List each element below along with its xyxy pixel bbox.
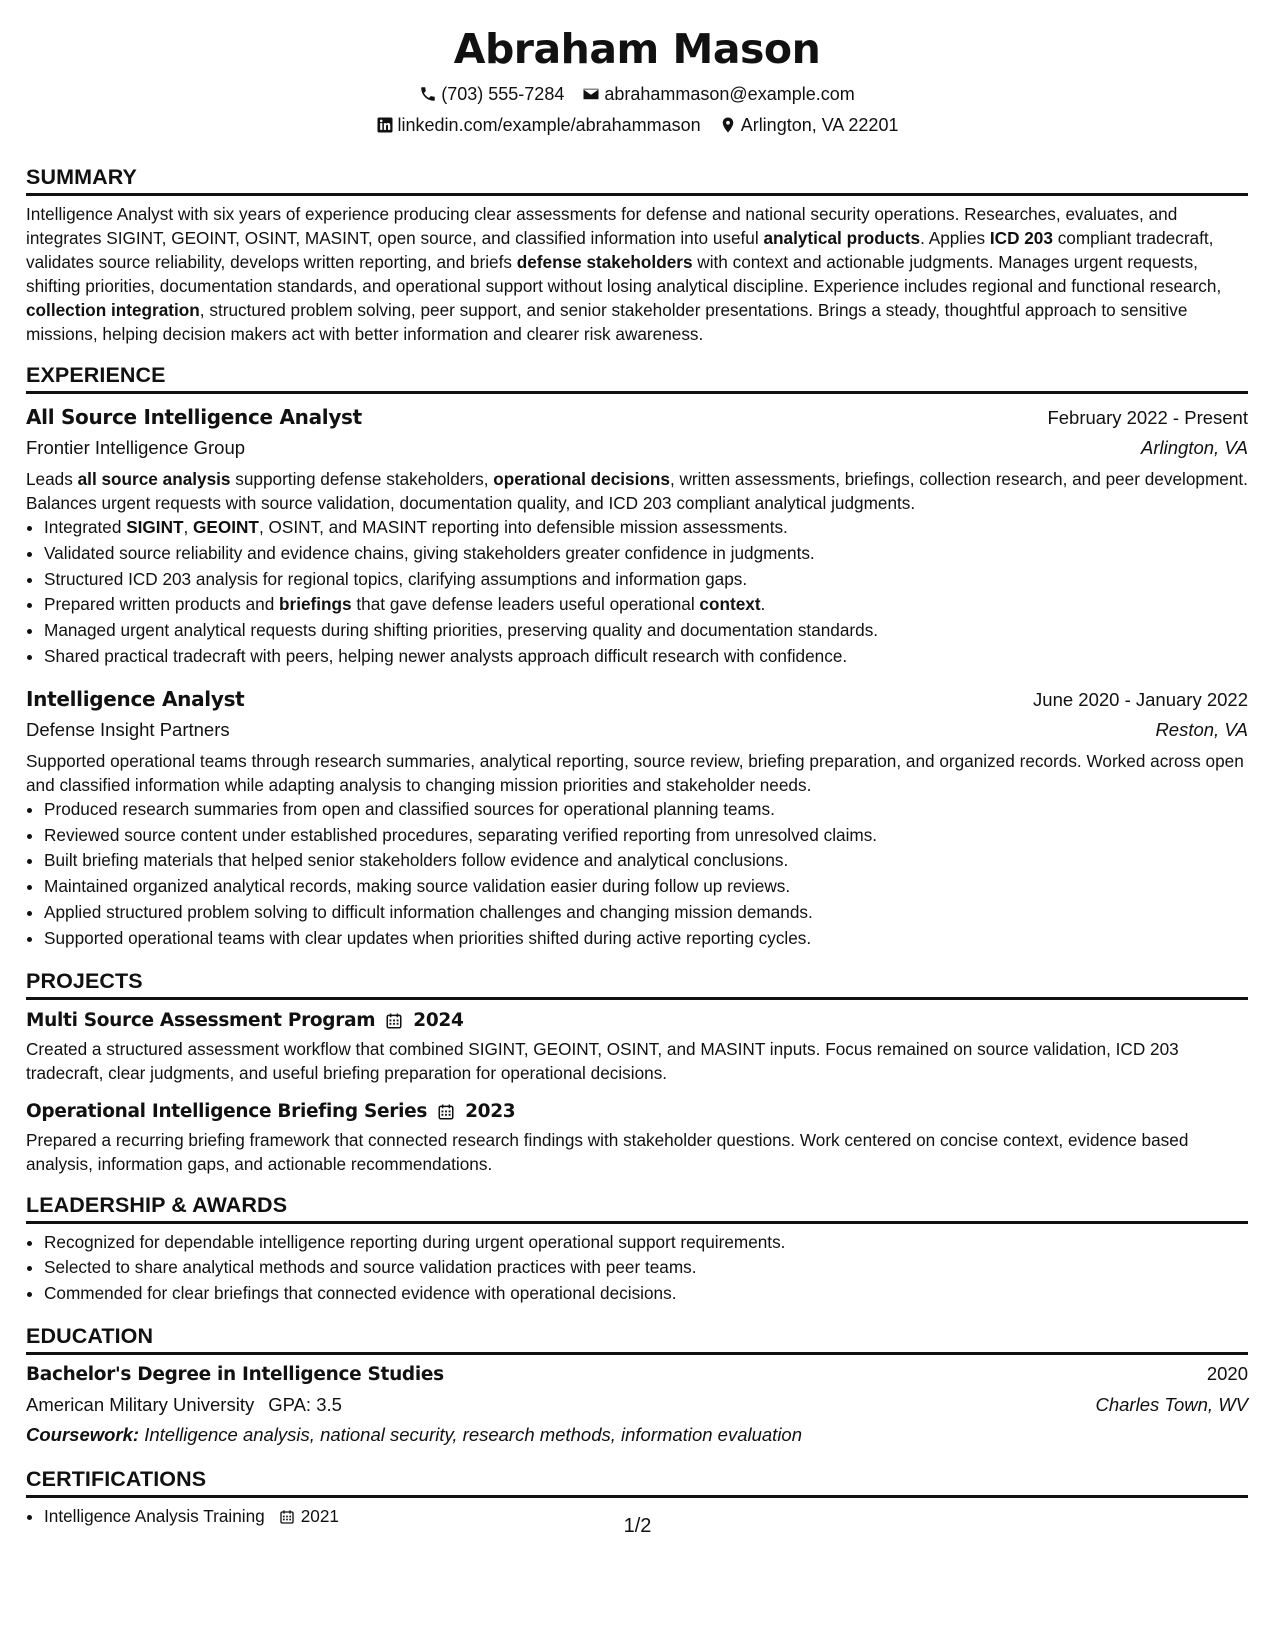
summary-bold-part: defense stakeholders xyxy=(516,252,693,272)
project-description: Created a structured assessment workflow that combined SIGINT, GEOINT, OSINT, and MASINT inputs. Focus remained on source validation, ICD 203 tradecraft, clear judgments, and useful briefing preparation for operational decisions. xyxy=(26,1038,1179,1083)
school-name: American Military University xyxy=(26,1393,255,1415)
list-item: • Maintained organized analytical records, making source validation easier during follow up reviews. xyxy=(44,874,1248,900)
list-item: • Managed urgent analytical requests during shifting priorities, preserving quality and documentation standards. xyxy=(44,618,1248,644)
job-dates: June 2020 - January 2022 xyxy=(1033,688,1248,710)
experience-section xyxy=(26,362,1248,952)
location-text: Arlington, VA 22201 xyxy=(740,115,899,135)
job-location: Reston, VA xyxy=(1155,718,1248,740)
project-name: Multi Source Assessment Program xyxy=(26,1009,376,1031)
summary-text-part: with context and actionable judgments. Manages urgent requests, shifting priorities, documentation standards, and operational support without losing analytical discipline. Experience includes regional and functional research, xyxy=(26,252,1222,296)
job-title: Intelligence Analyst xyxy=(26,686,245,711)
gpa: GPA: 3.5 xyxy=(268,1393,342,1415)
list-item: • Recognized for dependable intelligence reporting during urgent operational support requirements. xyxy=(44,1230,1248,1256)
job-company: Frontier Intelligence Group xyxy=(26,437,246,458)
list-item: • Produced research summaries from open and classified sources for operational planning teams. xyxy=(44,797,1248,823)
school-location: Charles Town, WV xyxy=(1095,1393,1248,1415)
education-school-row xyxy=(26,1390,1248,1420)
linkedin-icon xyxy=(376,116,394,134)
education-header-row xyxy=(26,1359,1248,1390)
list-item xyxy=(44,515,1248,541)
page-number: 1/2 xyxy=(623,1515,652,1537)
section-title: PROJECTS xyxy=(26,968,1248,1000)
job-company-row xyxy=(26,715,1248,745)
summary-bold-part: ICD 203 xyxy=(989,228,1053,248)
job-title: All Source Intelligence Analyst xyxy=(26,405,362,429)
list-item: • Commended for clear briefings that connected evidence with operational decisions. xyxy=(44,1281,1248,1307)
summary-text-part: Intelligence Analyst with six years of experience producing clear assessments for defense and national security operations. Researches, evaluates, and integrates SIGINT, GEOINT, OSINT, MASINT, open source, and classified information into useful xyxy=(26,204,1178,248)
contact-linkedin[interactable] xyxy=(376,114,701,136)
phone-text: (703) 555-7284 xyxy=(441,84,565,104)
bullet-part: , OSINT, and MASINT reporting into defensible mission assessments. xyxy=(258,517,788,537)
list-item: • Selected to share analytical methods and source validation practices with peer teams. xyxy=(44,1255,1248,1281)
job-company-row xyxy=(26,433,1248,463)
graduation-year: 2020 xyxy=(1206,1362,1248,1384)
summary-bold-part: analytical products xyxy=(763,228,921,248)
desc-bold-part: operational decisions xyxy=(493,469,670,489)
section-title: LEADERSHIP & AWARDS xyxy=(26,1192,1248,1224)
summary-text xyxy=(26,202,1248,346)
job-description: Supported operational teams through research summaries, analytical reporting, source review, briefing preparation, and organized records. Worked across open and classified information while adapting analysis to changing mission priorities and stakeholder needs. xyxy=(26,750,1244,795)
section-title: SUMMARY xyxy=(26,164,1248,196)
project-entry xyxy=(26,1097,1248,1176)
job-dates: February 2022 - Present xyxy=(1047,407,1248,428)
list-item: • Validated source reliability and evidence chains, giving stakeholders greater confidence in judgments. xyxy=(44,541,1248,567)
project-year: 2024 xyxy=(413,1009,464,1031)
project-description: Prepared a recurring briefing framework that connected research findings with stakeholder questions. Work centered on concise context, evidence based analysis, information gaps, and actionable recommendations. xyxy=(26,1129,1189,1174)
contact-email[interactable] xyxy=(582,83,854,105)
section-title: EDUCATION xyxy=(26,1323,1248,1355)
summary-section xyxy=(26,164,1248,346)
list-item: • Shared practical tradecraft with peers, helping newer analysts approach difficult research with confidence. xyxy=(44,644,1248,670)
education-section xyxy=(26,1323,1248,1450)
degree-name: Bachelor's Degree in Intelligence Studies xyxy=(26,1363,444,1385)
calendar-icon xyxy=(385,1012,403,1030)
job-header-row xyxy=(26,402,1248,433)
bullet-bold-part: GEOINT xyxy=(193,517,259,537)
job-header-row xyxy=(26,684,1248,715)
phone-icon xyxy=(419,85,437,103)
project-header xyxy=(26,1097,1248,1127)
map-pin-icon xyxy=(719,116,737,134)
desc-bold-part: all source analysis xyxy=(77,469,231,489)
summary-text-part: , structured problem solving, peer support, and senior stakeholder presentations. Brings a steady, thoughtful approach to sensitive missions, helping decision makers act with better information and clearer risk awareness. xyxy=(26,300,1188,344)
section-title: EXPERIENCE xyxy=(26,362,1248,394)
project-entry xyxy=(26,1006,1248,1085)
bullet-part: . xyxy=(760,594,766,615)
bullet-part: that gave defense leaders useful operational xyxy=(351,594,700,615)
project-header xyxy=(26,1006,1248,1036)
list-item xyxy=(44,592,1248,618)
desc-part: Leads xyxy=(26,469,78,489)
bullet-part: Integrated xyxy=(44,517,127,537)
leadership-bullets xyxy=(26,1230,1248,1307)
leadership-section xyxy=(26,1192,1248,1307)
bullet-bold-part: briefings xyxy=(279,594,352,615)
project-name: Operational Intelligence Briefing Series xyxy=(26,1100,428,1122)
job-description xyxy=(26,467,1248,515)
calendar-icon xyxy=(437,1103,455,1121)
coursework-label: Coursework: xyxy=(26,1423,140,1445)
coursework-text: Intelligence analysis, national security, research methods, information evaluation xyxy=(139,1423,803,1445)
resume-header xyxy=(26,0,1248,136)
list-item: • Built briefing materials that helped senior stakeholders follow evidence and analytical conclusions. xyxy=(44,848,1248,874)
certification-year: 2021 xyxy=(300,1505,339,1526)
job-entry xyxy=(26,684,1248,952)
email-text: abrahammason@example.com xyxy=(604,84,855,104)
contact-line-2 xyxy=(26,114,1248,136)
resume-page xyxy=(26,0,1248,1530)
contact-line-1 xyxy=(26,83,1248,105)
certification-name: • Intelligence Analysis Training xyxy=(44,1505,265,1526)
summary-text-part: . Applies xyxy=(920,228,990,248)
list-item: • Reviewed source content under established procedures, separating verified reporting from unresolved claims. xyxy=(44,823,1248,849)
job-company: Defense Insight Partners xyxy=(26,718,230,740)
bullet-part: Prepared written products and xyxy=(44,594,280,615)
job-entry xyxy=(26,402,1248,670)
school-info xyxy=(26,1390,342,1420)
candidate-name: Abraham Mason xyxy=(453,25,821,73)
job-location: Arlington, VA xyxy=(1141,437,1248,458)
contact-location xyxy=(719,114,899,136)
summary-bold-part: collection integration xyxy=(26,300,200,320)
bullet-part: , xyxy=(183,517,194,537)
summary-text-part: compliant tradecraft, validates source reliability, develops written reporting, and briefs xyxy=(26,228,1214,272)
list-item: • Supported operational teams with clear updates when priorities shifted during active reporting cycles. xyxy=(44,926,1248,952)
projects-section xyxy=(26,968,1248,1176)
section-title: CERTIFICATIONS xyxy=(26,1466,1248,1498)
linkedin-text: linkedin.com/example/abrahammason xyxy=(397,115,701,135)
bullet-bold-part: context xyxy=(699,594,761,615)
envelope-icon xyxy=(582,85,600,103)
desc-part: , written assessments, briefings, collection research, and peer development. Balances urgent requests with source validation, documentation quality, and ICD 203 compliant analytical judgments. xyxy=(26,469,1248,513)
project-year: 2023 xyxy=(465,1100,516,1122)
list-item: • Structured ICD 203 analysis for regional topics, clarifying assumptions and information gaps. xyxy=(44,567,1248,593)
contact-phone xyxy=(419,83,564,105)
coursework xyxy=(26,1420,1248,1450)
job-bullets xyxy=(26,515,1248,670)
job-bullets xyxy=(26,797,1248,952)
bullet-bold-part: SIGINT xyxy=(126,517,184,537)
desc-part: supporting defense stakeholders, xyxy=(230,469,494,489)
list-item: • Applied structured problem solving to difficult information challenges and changing mission demands. xyxy=(44,900,1248,926)
